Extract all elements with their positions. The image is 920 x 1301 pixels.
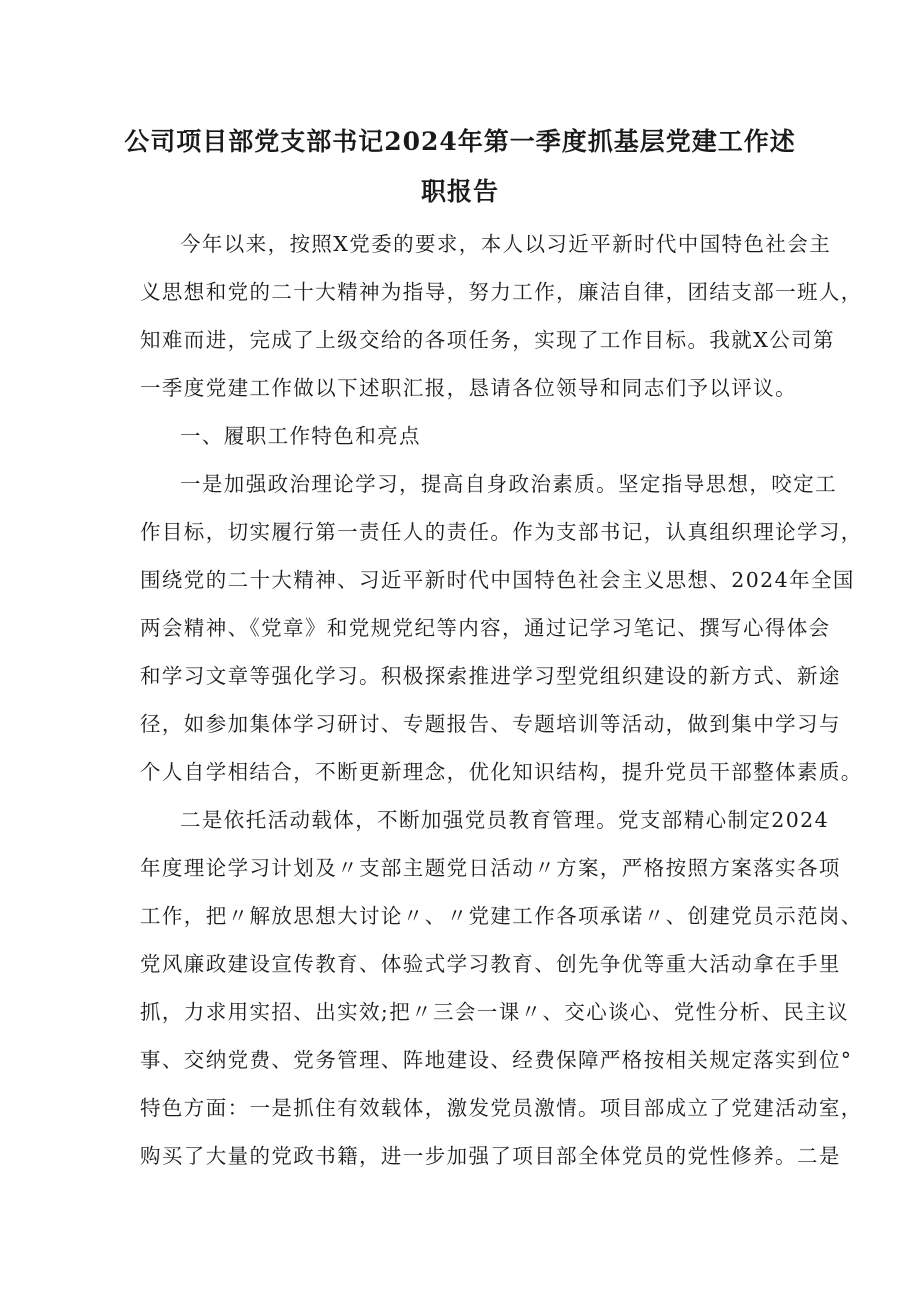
- paragraph-line: 围绕党的二十大精神、习近平新时代中国特色社会主义思想、2024年全国: [140, 568, 855, 592]
- paragraph-line: 作目标，切实履行第一责任人的责任。作为支部书记，认真组织理论学习，: [140, 520, 863, 544]
- paragraph-line: 个人自学相结合，不断更新理念，优化知识结构，提升党员干部整体素质。: [140, 760, 863, 784]
- paragraph-line: 义思想和党的二十大精神为指导，努力工作，廉洁自律，团结支部一班人，: [140, 280, 863, 304]
- paragraph-line: 抓，力求用实招、出实效;把〃三会一课〃、交心谈心、党性分析、民主议: [140, 1000, 850, 1024]
- paragraph-line: 知难而进，完成了上级交给的各项任务，实现了工作目标。我就X公司第: [140, 328, 835, 352]
- paragraph-line: 今年以来，按照X党委的要求，本人以习近平新时代中国特色社会主: [180, 232, 832, 256]
- paragraph-line: 两会精神、《党章》和党规党纪等内容，通过记学习笔记、撰写心得体会: [140, 616, 831, 640]
- document-title-line-2: 职报告: [420, 177, 499, 206]
- document-title-line-1: 公司项目部党支部书记2024年第一季度抓基层党建工作述: [124, 127, 796, 156]
- paragraph-line: 购买了大量的党政书籍，进一步加强了项目部全体党员的党性修养。二是: [140, 1144, 841, 1168]
- paragraph-line: 事、交纳党费、党务管理、阵地建设、经费保障严格按相关规定落实到位°: [140, 1048, 853, 1072]
- paragraph-line: 一是加强政治理论学习，提高自身政治素质。坚定指导思想，咬定工: [180, 472, 837, 496]
- paragraph-line: 径，如参加集体学习研讨、专题报告、专题培训等活动，做到集中学习与: [140, 712, 841, 736]
- paragraph-line: 一季度党建工作做以下述职汇报，恳请各位领导和同志们予以评议。: [140, 376, 797, 400]
- paragraph-line: 工作，把〃解放思想大讨论〃、〃党建工作各项承诺〃、创建党员示范岗、: [140, 904, 863, 928]
- paragraph-line: 和学习文章等强化学习。积极探索推进学习型党组织建设的新方式、新途: [140, 664, 841, 688]
- section-heading: 一、履职工作特色和亮点: [180, 424, 421, 448]
- paragraph-line: 党风廉政建设宣传教育、体验式学习教育、创先争优等重大活动拿在手里: [140, 952, 841, 976]
- paragraph-line: 特色方面：一是抓住有效载体，激发党员激情。项目部成立了党建活动室，: [140, 1096, 863, 1120]
- paragraph-line: 二是依托活动载体，不断加强党员教育管理。党支部精心制定2024: [180, 808, 830, 832]
- paragraph-line: 年度理论学习计划及〃支部主题党日活动〃方案，严格按照方案落实各项: [140, 856, 841, 880]
